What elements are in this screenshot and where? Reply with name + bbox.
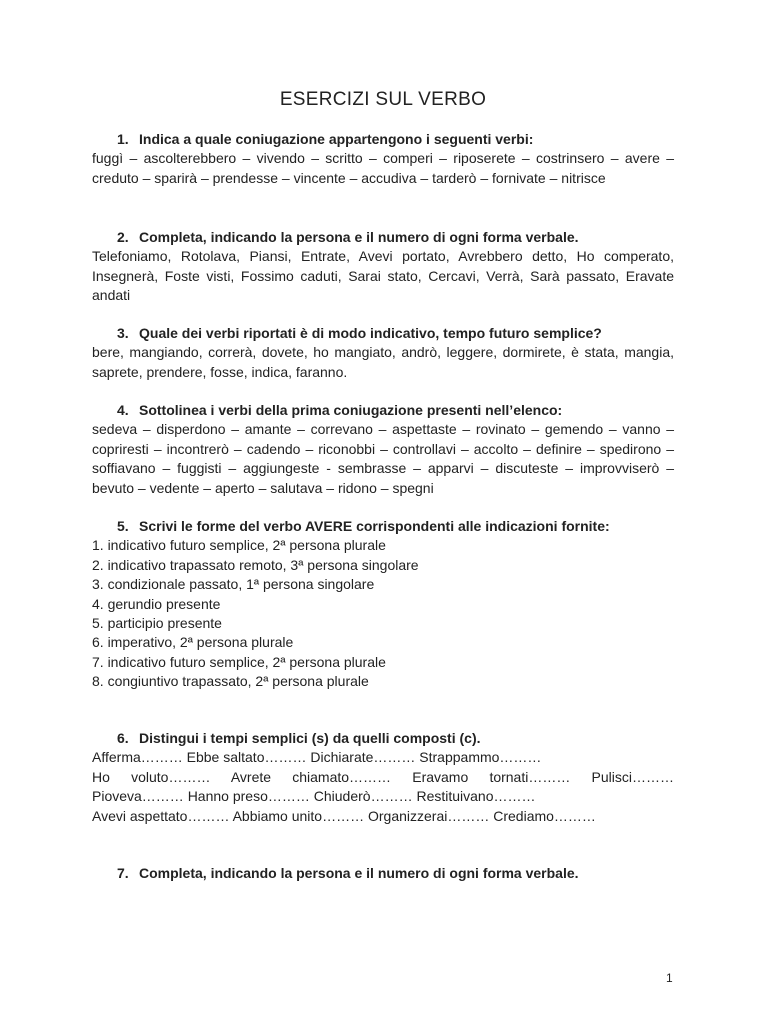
exercise-heading: [92, 324, 674, 343]
exercise-heading-text: Scrivi le forme del verbo AVERE corrispondenti alle indicazioni fornite:: [139, 518, 610, 534]
exercise-2: [92, 228, 674, 306]
page-title: ESERCIZI SUL VERBO: [279, 89, 487, 110]
list-item: 2. indicativo trapassato remoto, 3ª persona singolare: [92, 556, 419, 573]
page-number: 1: [666, 971, 673, 985]
exercise-1: [92, 130, 674, 188]
exercise-number: 3.: [117, 325, 129, 341]
exercise-text: Telefoniamo, Rotolava, Piansi, Entrate, Avevi portato, Avrebbero detto, Ho comperato, Insegnerà, Foste visti, Fossimo caduti, Sarai stato, Cercavi, Verrà, Sarà passato, Eravate andati: [92, 248, 674, 304]
exercise-text: bere, mangiando, correrà, dovete, ho mangiato, andrò, leggere, dormirete, è stata, mangia, saprete, prendere, fosse, indica, faranno.: [92, 344, 674, 380]
list-item: 1. indicativo futuro semplice, 2ª persona plurale: [92, 537, 386, 554]
list-item: 8. congiuntivo trapassato, 2ª persona plurale: [92, 673, 369, 690]
exercise-7: [92, 864, 674, 883]
exercise-4: [92, 401, 674, 498]
exercise-number: 1.: [117, 131, 129, 147]
exercise-heading-text: Distingui i tempi semplici (s) da quelli composti (c).: [139, 730, 481, 746]
exercise-line: Avevi aspettato……… Abbiamo unito……… Organizzerai……… Crediamo………: [92, 807, 596, 824]
exercise-number: 6.: [117, 730, 129, 746]
exercise-heading: [92, 517, 674, 536]
exercise-line: Ho voluto……… Avrete chiamato……… Eravamo tornati……… Pulisci………: [92, 768, 674, 785]
exercise-heading-text: Completa, indicando la persona e il numero di ogni forma verbale.: [139, 229, 579, 245]
exercise-heading-text: Completa, indicando la persona e il numero di ogni forma verbale.: [139, 865, 579, 881]
exercise-6: [92, 729, 674, 826]
document-page: [92, 0, 674, 1024]
exercise-number: 4.: [117, 402, 129, 418]
exercise-heading-text: Sottolinea i verbi della prima coniugazione presenti nell’elenco:: [139, 402, 563, 418]
exercise-5: [92, 517, 674, 692]
exercise-text: fuggì – ascolterebbero – vivendo – scritto – comperi – riposerete – costrinsero – avere – creduto – sparirà – prendesse – vincente – accudiva – tarderò – fornivate – nitrisce: [92, 150, 674, 186]
exercise-heading: [92, 729, 674, 748]
exercise-heading-text: Quale dei verbi riportati è di modo indicativo, tempo futuro semplice?: [139, 325, 602, 341]
exercise-heading: [92, 401, 674, 420]
exercise-number: 7.: [117, 865, 129, 881]
exercise-number: 5.: [117, 518, 129, 534]
exercise-3: [92, 324, 674, 382]
list-item: 6. imperativo, 2ª persona plurale: [92, 634, 294, 651]
exercise-number: 2.: [117, 229, 129, 245]
exercise-text: sedeva – disperdono – amante – correvano – aspettaste – rovinato – gemendo – vanno – copriresti – incontrerò – cadendo – riconobbi – controllavi – accolto – definire – spedirono – soffiavano – fuggisti – aggiungeste - sembrasse – apparvi – discuteste – improvviserò – bevuto – vedente – aperto – salutava – ridono – spegni: [92, 421, 674, 496]
exercise-heading: [92, 228, 674, 247]
exercise-line: Afferma……… Ebbe saltato……… Dichiarate……… Strappammo………: [92, 749, 542, 766]
list-item: 5. participio presente: [92, 615, 222, 632]
exercise-heading: [92, 864, 674, 883]
exercise-heading-text: Indica a quale coniugazione appartengono i seguenti verbi:: [139, 131, 534, 147]
list-item: 7. indicativo futuro semplice, 2ª persona plurale: [92, 653, 386, 670]
list-item: 4. gerundio presente: [92, 595, 221, 612]
list-item: 3. condizionale passato, 1ª persona singolare: [92, 576, 375, 593]
exercise-line: Pioveva……… Hanno preso……… Chiuderò……… Restituivano………: [92, 788, 536, 805]
exercise-heading: [92, 130, 674, 149]
